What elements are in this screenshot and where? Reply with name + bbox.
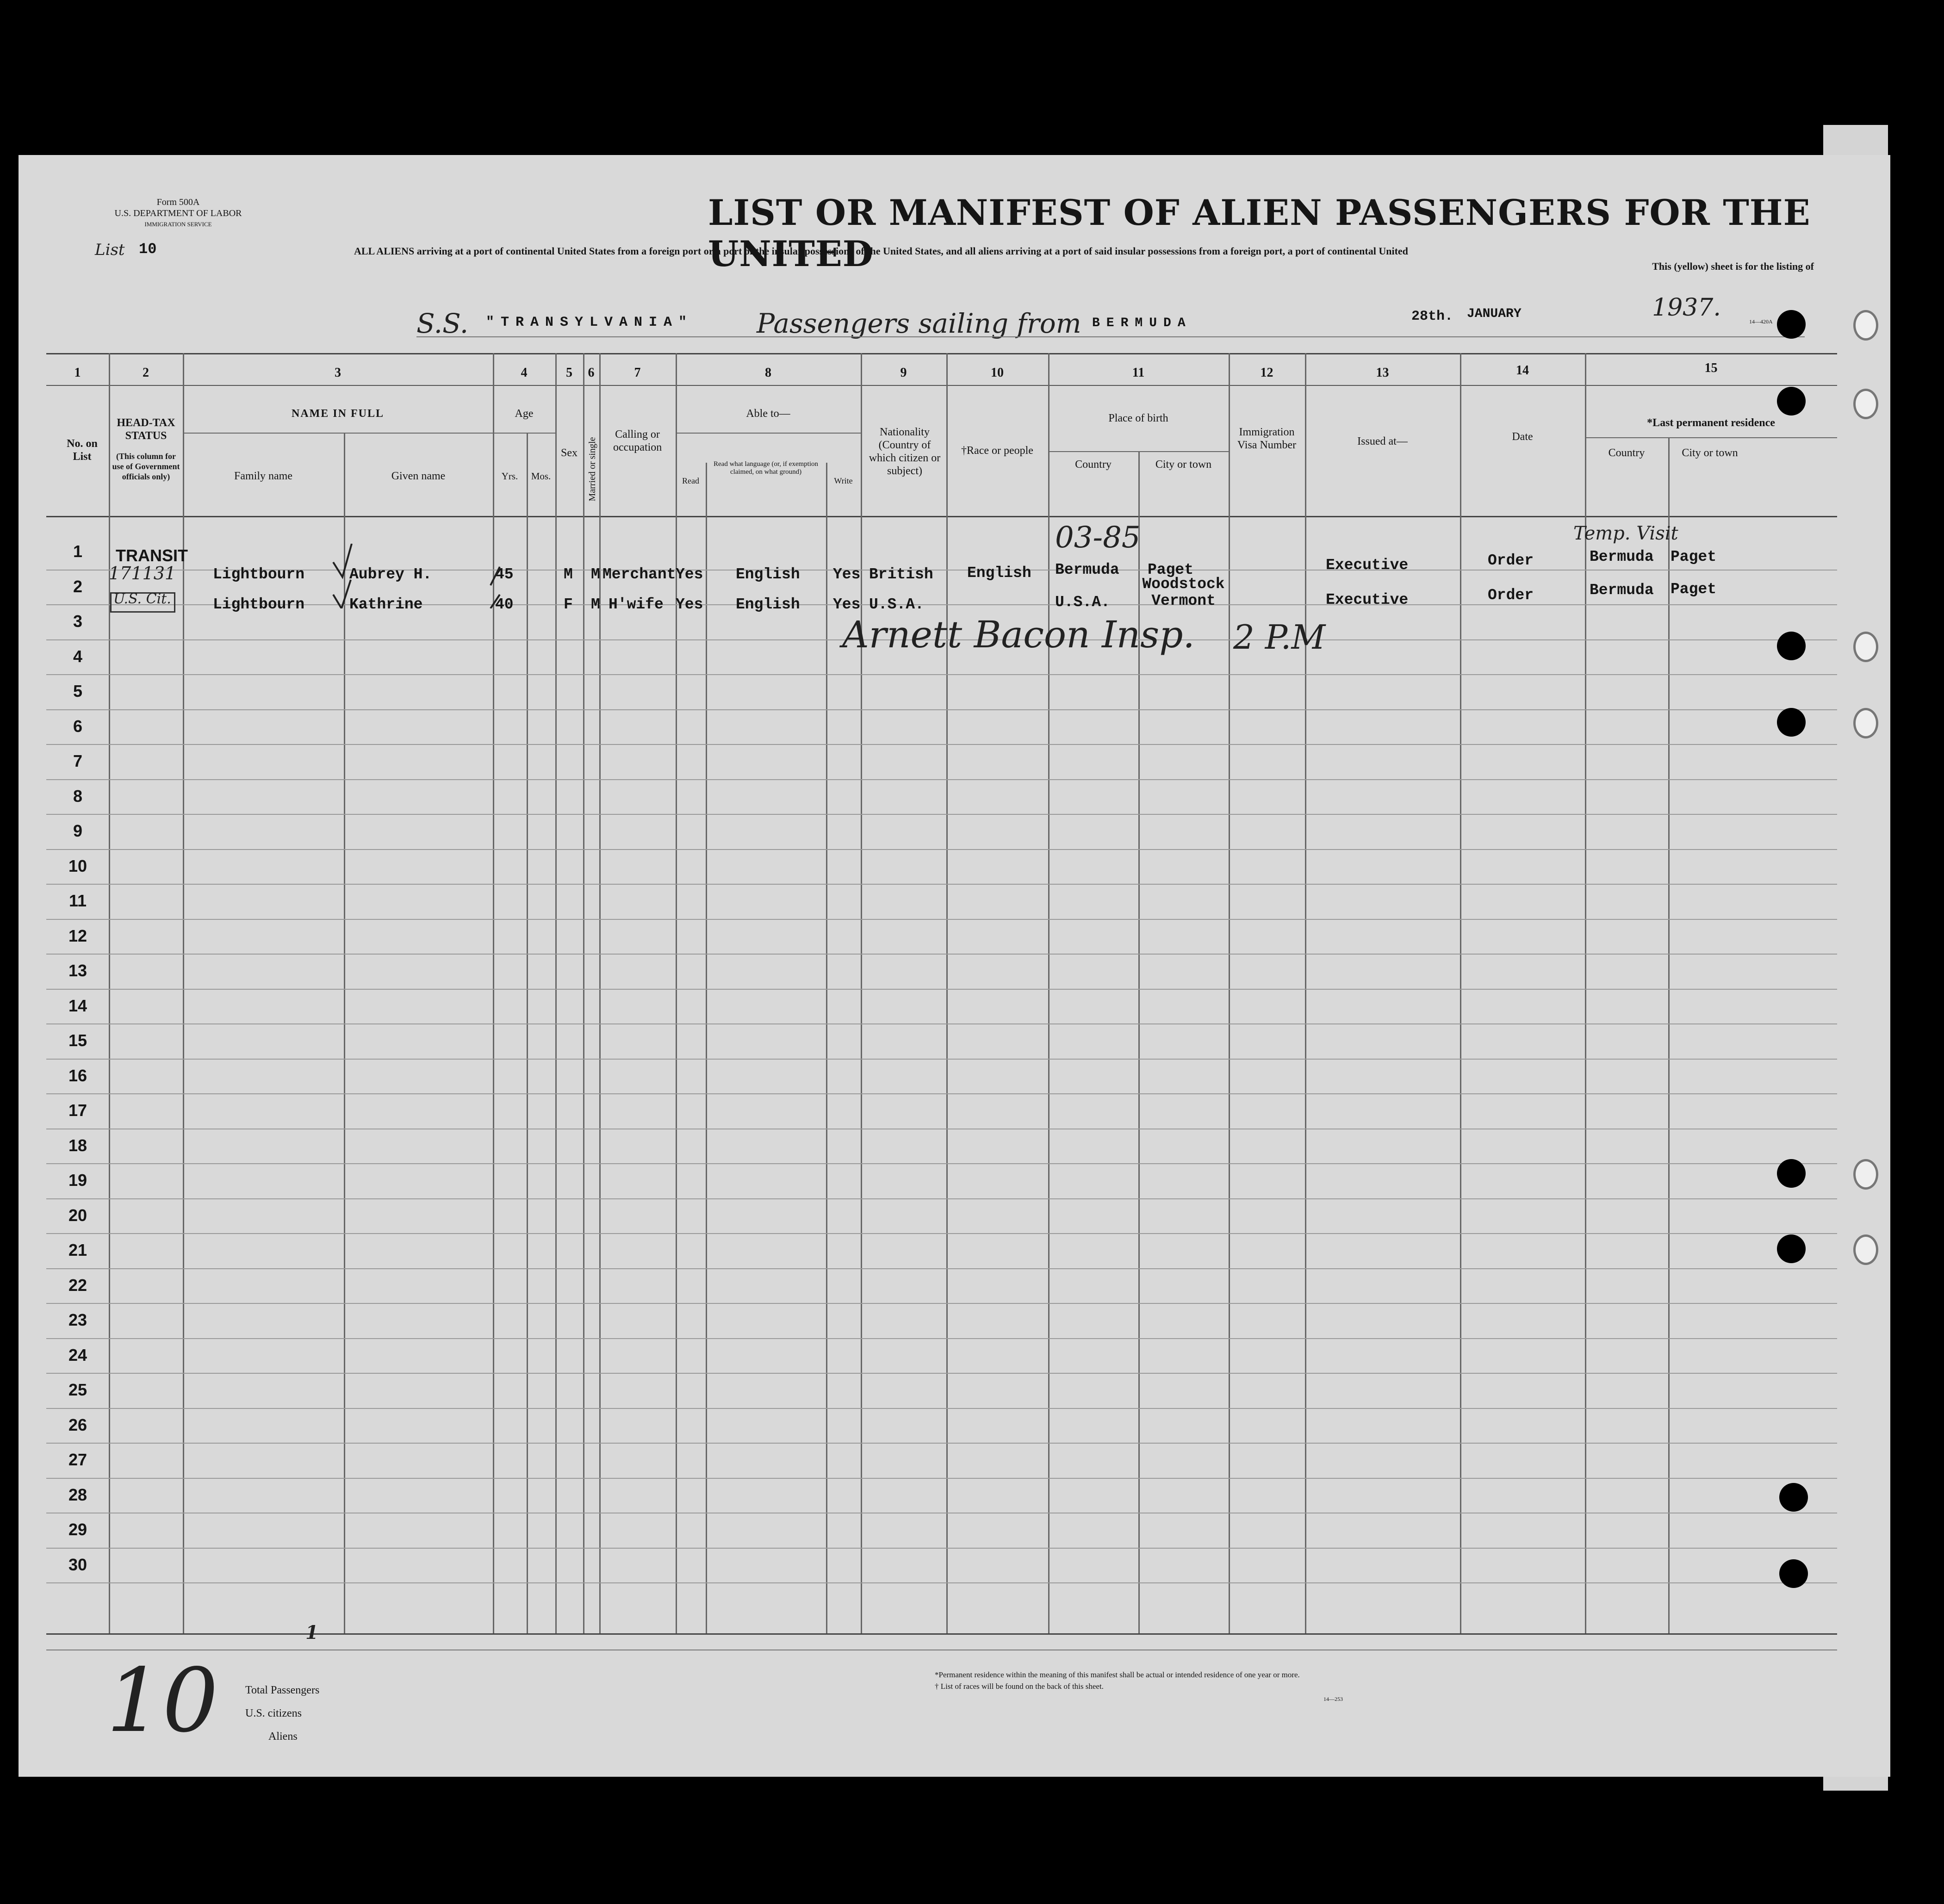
row-rule <box>46 1093 1837 1094</box>
residence-subrule <box>1585 437 1837 438</box>
row-number: 28 <box>68 1485 87 1504</box>
row-number: 6 <box>73 716 83 736</box>
family-name: Lightbourn <box>213 566 305 583</box>
residence-city-header: City or town <box>1682 447 1738 459</box>
row-number: 7 <box>73 751 83 770</box>
row-number: 22 <box>68 1275 87 1295</box>
row-number: 27 <box>68 1450 87 1469</box>
age-mos-header: Mos. <box>531 471 551 482</box>
row-rule <box>46 1548 1837 1549</box>
row-number: 2 <box>73 577 83 596</box>
residence-country: Bermuda <box>1590 548 1654 565</box>
nationality-header: Nationality (Country of which citizen or subject) <box>869 426 941 477</box>
birth-subrule <box>1048 451 1229 452</box>
row-number: 1 <box>73 542 83 561</box>
col-number: 3 <box>335 366 341 380</box>
row-rule <box>46 779 1837 780</box>
last-residence-header: *Last permanent residence <box>1647 417 1775 429</box>
no-on-list-header: No. on List <box>67 438 98 463</box>
age-yrs-header: Yrs. <box>501 471 518 482</box>
family-name-header: Family name <box>234 470 292 482</box>
birth-city: Woodstock Vermont <box>1142 576 1225 609</box>
row-rule <box>46 884 1837 885</box>
col-divider <box>344 433 345 1633</box>
occupation: Merchant <box>602 566 676 583</box>
nationality: U.S.A. <box>869 596 924 613</box>
write-header: Write <box>834 476 853 485</box>
age-years: 40 <box>495 596 514 613</box>
row-number: 4 <box>73 646 83 666</box>
col-divider <box>1585 353 1586 1633</box>
birth-code-annotation: 03-85 <box>1055 521 1141 555</box>
date-year: 1937. <box>1652 294 1721 322</box>
row-number: 25 <box>68 1380 87 1399</box>
age-header: Age <box>515 408 534 420</box>
calling-header: Calling or occupation <box>613 428 662 453</box>
row-rule <box>46 1163 1837 1164</box>
read-header: Read <box>682 476 699 485</box>
birth-country: Bermuda <box>1055 561 1119 578</box>
col-number: 11 <box>1132 366 1145 380</box>
row-rule <box>46 954 1837 955</box>
language: English <box>736 596 800 613</box>
table-top-rule <box>46 353 1837 354</box>
departure-port: BERMUDA <box>1092 316 1192 330</box>
birth-country: U.S.A. <box>1055 594 1110 611</box>
head-tax-status: TRANSIT <box>116 546 188 565</box>
department: U.S. DEPARTMENT OF LABOR <box>114 208 242 218</box>
page-title: LIST OR MANIFEST OF ALIEN PASSENGERS FOR THE UNITED <box>708 192 1811 274</box>
col-divider <box>706 463 707 1633</box>
time-annotation: 2 P.M <box>1233 618 1326 657</box>
row-number: 18 <box>68 1135 87 1155</box>
given-name-header: Given name <box>391 470 446 482</box>
col-number: 7 <box>634 366 641 380</box>
col-number: 13 <box>1376 366 1389 380</box>
col-divider <box>676 353 677 1633</box>
sailing-label: Passengers sailing from <box>757 308 1081 339</box>
row-rule <box>46 1582 1837 1583</box>
name-in-full-header: NAME IN FULL <box>291 408 384 420</box>
row-rule <box>46 709 1837 710</box>
col-divider <box>946 353 948 1633</box>
row-number: 29 <box>68 1520 87 1539</box>
row-rule <box>46 1478 1837 1479</box>
col-divider <box>826 463 827 1633</box>
row-number: 8 <box>73 786 83 806</box>
race: English <box>967 564 1031 582</box>
col-divider <box>1048 353 1050 1633</box>
row-rule <box>46 1059 1837 1060</box>
married-status: M <box>591 596 600 613</box>
birth-city: Paget <box>1148 561 1194 578</box>
able-to-header: Able to— <box>746 408 790 420</box>
date-day: 28th. <box>1411 309 1453 324</box>
row-rule <box>46 989 1837 990</box>
issued-at-header: Issued at— <box>1357 435 1408 447</box>
col-divider <box>1668 437 1670 1633</box>
row-rule <box>46 849 1837 850</box>
form-code-bottom: 14—253 <box>1323 1696 1343 1702</box>
col-number: 4 <box>521 366 528 380</box>
row-number: 11 <box>68 891 87 910</box>
sex: F <box>564 596 573 613</box>
col-divider <box>861 353 862 1633</box>
row-rule <box>46 1198 1837 1199</box>
visa-issued-at: Executive <box>1326 557 1409 574</box>
form-number: Form 500A <box>156 197 200 207</box>
row-rule <box>46 1373 1837 1374</box>
row-rule <box>46 1233 1837 1234</box>
col-number: 8 <box>765 366 771 380</box>
col-number: 5 <box>566 366 572 380</box>
married-header: Married or single <box>587 437 597 502</box>
row-rule <box>46 919 1837 920</box>
total-passengers-label: Total Passengers <box>245 1684 320 1696</box>
age-subrule <box>493 433 555 434</box>
row-number: 23 <box>68 1310 87 1329</box>
residence-city: Paget <box>1671 548 1717 565</box>
row-rule <box>46 674 1837 675</box>
col-divider <box>1229 353 1230 1633</box>
race-header: †Race or people <box>961 445 1033 457</box>
nationality: British <box>869 566 933 583</box>
col-number: 10 <box>991 366 1004 380</box>
row-number: 12 <box>68 926 87 945</box>
row-rule <box>46 1303 1837 1304</box>
head-tax-status: U.S. Cit. <box>113 591 171 607</box>
visa-date: Order <box>1488 587 1534 604</box>
col-divider <box>599 353 601 1633</box>
can-read: Yes <box>676 566 703 583</box>
row-number: 21 <box>68 1240 87 1259</box>
ship-name: "TRANSYLVANIA" <box>486 315 694 330</box>
row-number: 16 <box>68 1066 87 1085</box>
row-number: 17 <box>68 1101 87 1120</box>
visa-date: Order <box>1488 552 1534 569</box>
row-number: 3 <box>73 612 83 631</box>
row-rule <box>46 1443 1837 1444</box>
read-language-header: Read what language (or, if exemption claimed, on what ground) <box>714 460 818 476</box>
col-divider <box>183 353 184 1633</box>
occupation: H'wife <box>609 596 664 613</box>
visa-number-header: Immigration Visa Number <box>1237 426 1297 451</box>
can-write: Yes <box>833 566 861 583</box>
row-number: 13 <box>68 961 87 980</box>
head-tax-header: HEAD-TAX STATUS <box>117 417 175 442</box>
inspector-signature: Arnett Bacon Insp. <box>842 613 1195 656</box>
row-number: 5 <box>73 682 83 701</box>
row-rule <box>46 1338 1837 1339</box>
sex: M <box>564 566 573 583</box>
form-info <box>99 197 257 230</box>
row-number: 26 <box>68 1415 87 1434</box>
check-marks <box>315 544 509 608</box>
list-label: List <box>95 241 125 259</box>
col-divider <box>583 353 584 1633</box>
row-rule <box>46 1023 1837 1024</box>
row-number: 10 <box>68 856 87 875</box>
row-number: 19 <box>68 1171 87 1190</box>
given-name: Aubrey H. <box>349 566 432 583</box>
col-divider <box>527 433 528 1633</box>
col-number: 1 <box>74 366 81 380</box>
list-number: 10 <box>139 241 157 258</box>
row-rule <box>46 814 1837 815</box>
col-divider <box>1460 353 1461 1633</box>
col-number: 6 <box>588 366 595 380</box>
head-tax-note: (This column for use of Government officials only) <box>112 452 180 481</box>
can-read: Yes <box>676 596 703 613</box>
language: English <box>736 566 800 583</box>
residence-city: Paget <box>1671 581 1717 598</box>
aliens-label: Aliens <box>268 1730 298 1743</box>
col-number: 2 <box>143 366 149 380</box>
able-subrule <box>676 433 861 434</box>
row-number: 30 <box>68 1555 87 1574</box>
given-name: Kathrine <box>349 596 423 613</box>
us-citizens-label: U.S. citizens <box>245 1707 302 1719</box>
service: IMMIGRATION SERVICE <box>144 221 212 228</box>
residence-annotation: Temp. Visit <box>1573 523 1678 544</box>
col-number: 9 <box>900 366 907 380</box>
footnote-races: † List of races will be found on the back of this sheet. <box>935 1682 1104 1691</box>
row-number: 14 <box>68 996 87 1015</box>
form-code-top: 14—420A <box>1749 318 1773 325</box>
instruction-text-2: This (yellow) sheet is for the listing of <box>1652 260 1814 272</box>
col-divider <box>555 353 557 1633</box>
col-number: 14 <box>1516 363 1529 378</box>
place-of-birth-header: Place of birth <box>1108 412 1168 424</box>
birth-country-header: Country <box>1075 459 1112 471</box>
date-month: JANUARY <box>1467 307 1522 321</box>
row-rule <box>46 744 1837 745</box>
row-number: 9 <box>73 821 83 840</box>
age-years: 45 <box>495 566 514 583</box>
can-write: Yes <box>833 596 861 613</box>
visa-issued-at: Executive <box>1326 591 1409 608</box>
footnote-residence: *Permanent residence within the meaning of this manifest shall be actual or intended residence of one year or more. <box>935 1670 1300 1679</box>
row-number: 20 <box>68 1205 87 1225</box>
row-rule <box>46 1408 1837 1409</box>
page-number-handwritten: 10 <box>106 1650 218 1752</box>
manifest-sheet <box>19 155 1890 1777</box>
married-status: M <box>591 566 600 583</box>
instruction-text: ALL ALIENS arriving at a port of continental United States from a foreign port or a port of the insular possessions of the United States, and all aliens arriving at a port of said insular possessions from a foreign port, a port of continental United <box>354 245 1408 257</box>
birth-city-header: City or town <box>1155 459 1212 471</box>
header-bottom-rule <box>46 516 1837 517</box>
sex-header: Sex <box>561 447 578 459</box>
date-header: Date <box>1512 431 1533 443</box>
row-rule <box>46 1268 1837 1269</box>
row-number: 24 <box>68 1345 87 1364</box>
col-number: 15 <box>1704 361 1718 375</box>
residence-country-header: Country <box>1608 447 1645 459</box>
col-divider <box>109 353 110 1633</box>
ship-line-rule <box>416 336 1805 337</box>
head-tax-number: 171131 <box>109 563 176 583</box>
name-subrule <box>183 433 493 434</box>
residence-country: Bermuda <box>1590 582 1654 599</box>
stray-mark: 1 <box>305 1622 318 1644</box>
colnum-rule <box>46 385 1837 386</box>
family-name: Lightbourn <box>213 596 305 613</box>
ship-prefix: S.S. <box>416 308 469 339</box>
col-divider <box>1305 353 1306 1633</box>
row-number: 15 <box>68 1031 87 1050</box>
col-number: 12 <box>1260 366 1273 380</box>
